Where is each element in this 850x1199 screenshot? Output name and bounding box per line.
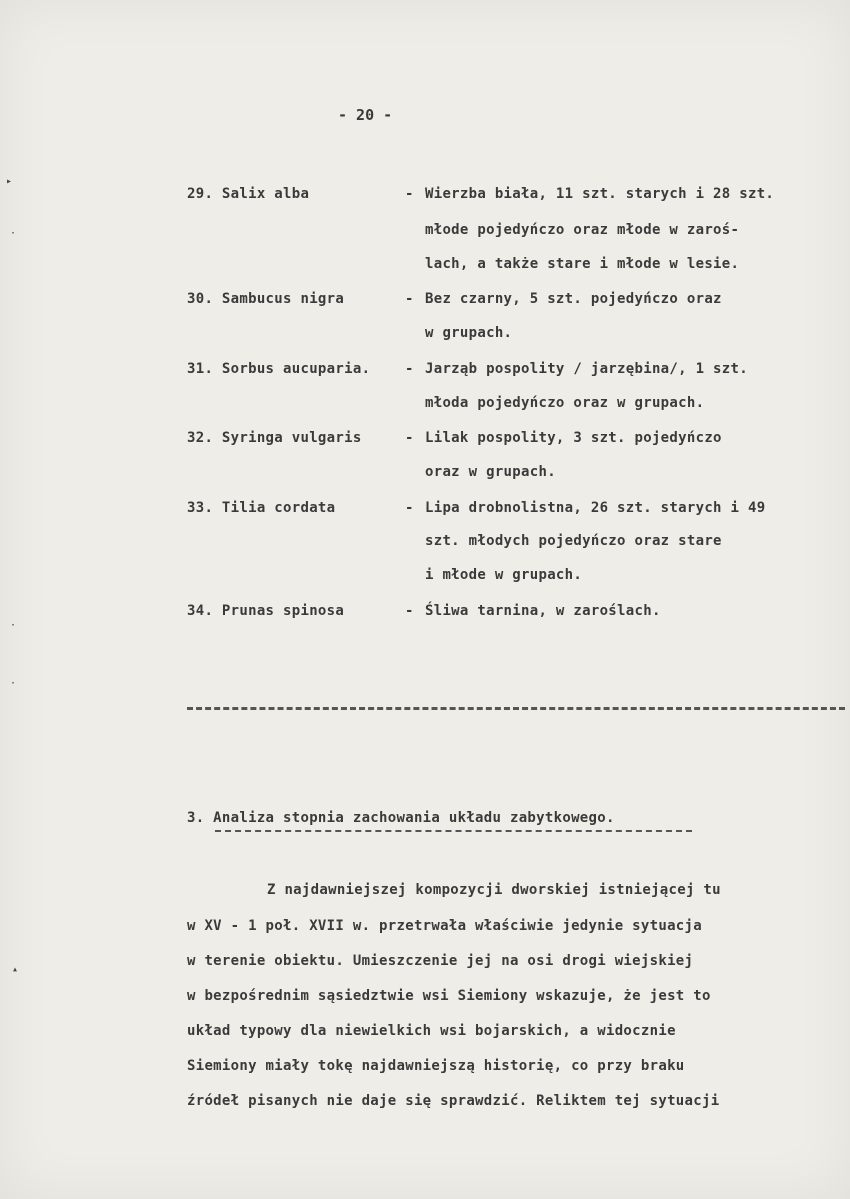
entry-29-desc-1: Wierzba biała, 11 szt. starych i 28 szt. — [425, 186, 775, 202]
entry-32-latin: 32. Syringa vulgaris — [187, 430, 362, 446]
paragraph-line-2: w XV - 1 poł. XVII w. przetrwała właściwie jedynie sytuacja — [187, 918, 702, 934]
entry-31-desc-2: młoda pojedyńczo oraz w grupach. — [425, 395, 705, 411]
entry-29-dash: - — [405, 186, 414, 202]
heading-underline — [215, 830, 692, 832]
entry-30-desc-2: w grupach. — [425, 325, 513, 341]
entry-31-latin: 31. Sorbus aucuparia. — [187, 361, 371, 377]
margin-mark: · — [10, 228, 17, 239]
entry-29-desc-3: lach, a także stare i młode w lesie. — [425, 256, 740, 272]
page-number: - 20 - — [338, 106, 393, 124]
margin-mark: · — [10, 678, 17, 689]
paragraph-line-1: Z najdawniejszej kompozycji dworskiej istniejącej tu — [267, 882, 721, 898]
paragraph-line-6: Siemiony miały tokę najdawniejszą historię, co przy braku — [187, 1058, 685, 1074]
margin-mark: ▸ — [6, 176, 13, 187]
entry-33-latin: 33. Tilia cordata — [187, 500, 336, 516]
entry-32-desc-2: oraz w grupach. — [425, 464, 556, 480]
entry-33-dash: - — [405, 500, 414, 516]
margin-mark: · — [10, 620, 17, 631]
paragraph-line-4: w bezpośrednim sąsiedztwie wsi Siemiony wskazuje, że jest to — [187, 988, 711, 1004]
entry-30-latin: 30. Sambucus nigra — [187, 291, 345, 307]
entry-33-desc-1: Lipa drobnolistna, 26 szt. starych i 49 — [425, 500, 766, 516]
entry-32-desc-1: Lilak pospolity, 3 szt. pojedyńczo — [425, 430, 722, 446]
entry-34-desc-1: Śliwa tarnina, w zaroślach. — [425, 603, 661, 619]
paragraph-line-5: układ typowy dla niewielkich wsi bojarskich, a widocznie — [187, 1023, 676, 1039]
entry-32-dash: - — [405, 430, 414, 446]
paragraph-line-7: źródeł pisanych nie daje się sprawdzić. Reliktem tej sytuacji — [187, 1093, 720, 1109]
entry-34-latin: 34. Prunas spinosa — [187, 603, 345, 619]
section-separator — [187, 707, 845, 710]
entry-29-desc-2: młode pojedyńczo oraz młode w zaroś- — [425, 222, 740, 238]
entry-30-desc-1: Bez czarny, 5 szt. pojedyńczo oraz — [425, 291, 722, 307]
paragraph-line-3: w terenie obiektu. Umieszczenie jej na osi drogi wiejskiej — [187, 953, 694, 969]
margin-mark: ▴ — [12, 964, 19, 975]
entry-33-desc-3: i młode w grupach. — [425, 567, 583, 583]
entry-30-dash: - — [405, 291, 414, 307]
entry-33-desc-2: szt. młodych pojedyńczo oraz stare — [425, 533, 722, 549]
entry-29-latin: 29. Salix alba — [187, 186, 310, 202]
section-heading: 3. Analiza stopnia zachowania układu zabytkowego. — [187, 810, 615, 826]
entry-31-dash: - — [405, 361, 414, 377]
entry-31-desc-1: Jarząb pospolity / jarzębina/, 1 szt. — [425, 361, 748, 377]
entry-34-dash: - — [405, 603, 414, 619]
